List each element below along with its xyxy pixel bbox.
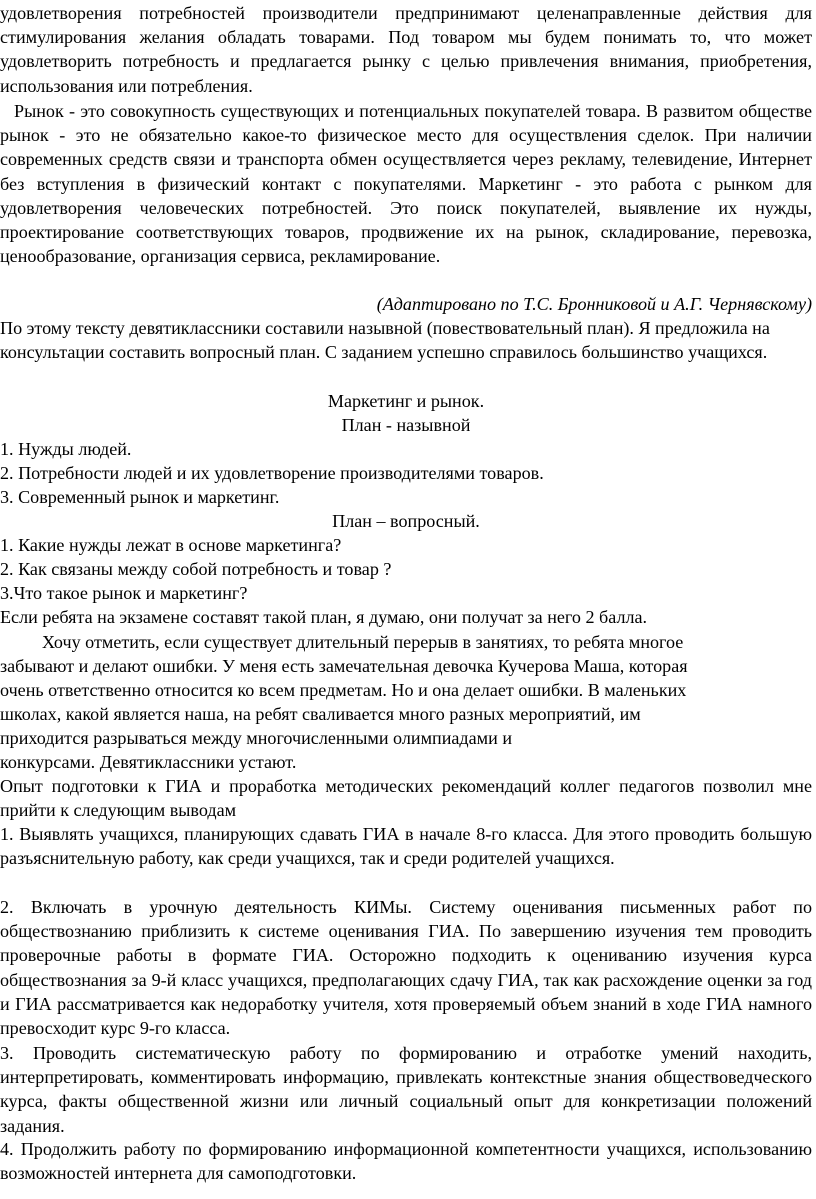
plan-title: Маркетинг и рынок. (327, 391, 485, 411)
conclusion-item: 1. Выявлять учащихся, планирующих сдавать ГИА в начале 8-го класса. Для этого проводить большую разъяснительную работу, как среди учащихся, так и среди родителей учащихся. (0, 824, 812, 869)
nominal-item: 1. Нужды людей. (0, 439, 132, 459)
observation-line: Хочу отметить, если существует длительный перерыв в занятиях, то ребята многое (42, 632, 684, 652)
paragraph-goods: удовлетворения потребностей производители предпринимают целенаправленные действия для стимулирования желания обладать товарами. Под товаром мы будем понимать то, что может удовлетворить потребность и предлагается рынку с целью привлечения внимания, приобретения, использования или потребления. (0, 3, 812, 96)
question-item: 2. Как связаны между собой потребность и товар ? (0, 559, 392, 579)
observation-line: конкурсами. Девятиклассники устают. (0, 752, 297, 772)
conclusion-item: 2. Включать в урочную деятельность КИМы. Систему оценивания письменных работ по обществознанию приблизить к системе оценивания ГИА. По завершению изучения тем проводить проверочные работы в формате ГИА. Осторожно подходить к оцениванию изучения курса обществознания за 9-й класс учащихся, предполагающих сдачу ГИА, так как расхождение оценки за год и ГИА рассматривается как недоработку учителя, хотя проверяемый объем знаний в ходе ГИА намного превосходит курс 9-го класса. (0, 897, 812, 1039)
observation-line: забывают и делают ошибки. У меня есть замечательная девочка Кучерова Маша, которая (0, 656, 688, 676)
conclusion-intro: Опыт подготовки к ГИА и проработка методических рекомендаций коллег педагогов позволил мне прийти к следующим выводам (0, 776, 812, 821)
plan-nominal-heading: План - назывной (341, 415, 471, 435)
conclusion-item: 3. Проводить систематическую работу по формированию и отработке умений находить, интерпретировать, комментировать информацию, привлекать контекстные знания обществоведческого курса, факты общественной жизни или личный социальный опыт для конкретизации положений задания. (0, 1043, 812, 1136)
observation-line: приходится разрываться между многочисленными олимпиадами и (0, 728, 513, 748)
question-item: 1. Какие нужды лежат в основе маркетинга? (0, 535, 342, 555)
observation-line: школах, какой является наша, на ребят сваливается много разных мероприятий, им (0, 704, 641, 724)
conclusion-item: 4. Продолжить работу по формированию информационной компетентности учащихся, использованию возможностей интернета для самоподготовки. (0, 1139, 812, 1184)
paragraph-market: Рынок - это совокупность существующих и потенциальных покупателей товара. В развитом обществе рынок - это не обязательно какое-то физическое место для осуществления сделок. При наличии современных средств связи и транспорта обмен осуществляется через рекламу, телевидение, Интернет без вступления в физический контакт с покупателями. Маркетинг - это работа с рынком для удовлетворения человеческих потребностей. Это поиск покупателей, выявление их нужды, проектирование соответствующих товаров, продвижение их на рынок, складирование, перевозка, ценообразование, организация сервиса, рекламирование. (0, 101, 812, 267)
question-item: 3.Что такое рынок и маркетинг? (0, 583, 248, 603)
exam-note: Если ребята на экзамене составят такой план, я думаю, они получат за него 2 балла. (0, 607, 648, 627)
nominal-item: 2. Потребности людей и их удовлетворение производителями товаров. (0, 463, 544, 483)
nominal-item: 3. Современный рынок и маркетинг. (0, 487, 280, 507)
paragraph-intro: По этому тексту девятиклассники составили назывной (повествовательный план). Я предложила на консультации составить вопросный план. С заданием успешно справилось большинство учащихся. (0, 318, 770, 363)
plan-question-heading: План – вопросный. (332, 511, 480, 531)
attribution: (Адаптировано по Т.С. Бронниковой и А.Г. Чернявскому) (376, 294, 812, 314)
observation-line: очень ответственно относится ко всем предметам. Но и она делает ошибки. В маленьких (0, 680, 687, 700)
